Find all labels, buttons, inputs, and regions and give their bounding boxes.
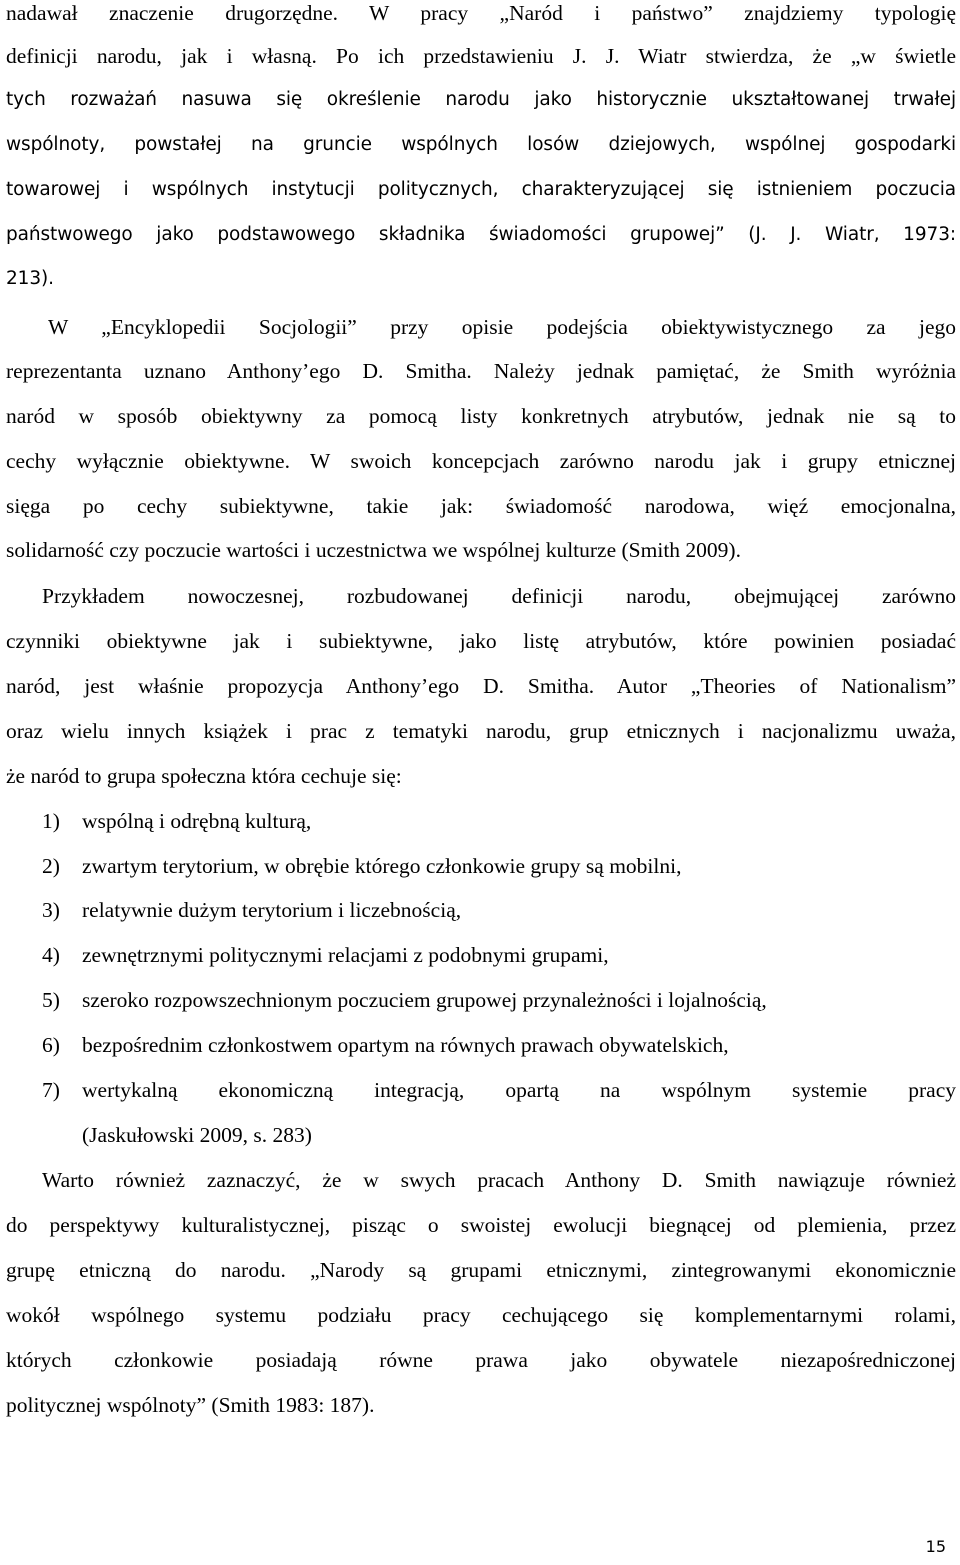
text-line: nadawał znaczenie drugorzędne. W pracy „Naród i państwo” znajdziemy typologię xyxy=(6,1,956,25)
page-number: 15 xyxy=(925,1537,946,1556)
text-line: państwowego jako podstawowego składnika świadomości grupowej” (J. J. Wiatr, 1973: xyxy=(6,224,956,245)
list-citation: (Jaskułowski 2009, s. 283) xyxy=(82,1123,312,1147)
text-line: wspólnoty, powstałej na gruncie wspólnych losów dziejowych, wspólnej gospodarki xyxy=(6,134,956,155)
text-line: sięga po cechy subiektywne, takie jak: świadomość narodowa, więź emocjonalna, xyxy=(6,494,956,518)
list-number: 6) xyxy=(42,1033,60,1057)
text-line: oraz wielu innych książek i prac z tematyki narodu, grup etnicznych i nacjonalizmu uważa, xyxy=(6,719,956,743)
list-number: 1) xyxy=(42,809,60,833)
list-number: 7) xyxy=(42,1078,60,1102)
text-line: że naród to grupa społeczna która cechuje się: xyxy=(6,764,402,788)
list-text: szeroko rozpowszechnionym poczuciem grupowej przynależności i lojalnością, xyxy=(82,988,767,1012)
text-line: W „Encyklopedii Socjologii” przy opisie podejścia obiektywistycznego za jego xyxy=(48,315,956,339)
text-line: Przykładem nowoczesnej, rozbudowanej definicji narodu, obejmującej zarówno xyxy=(42,584,956,608)
text-line: politycznej wspólnoty” (Smith 1983: 187). xyxy=(6,1393,375,1417)
list-number: 5) xyxy=(42,988,60,1012)
text-line: tych rozważań nasuwa się określenie narodu jako historycznie ukształtowanej trwałej xyxy=(6,89,956,110)
text-line: naród, jest właśnie propozycja Anthony’ego D. Smitha. Autor „Theories of Nationalism” xyxy=(6,674,956,698)
text-line: definicji narodu, jak i własną. Po ich przedstawieniu J. J. Wiatr stwierdza, że „w świetle xyxy=(6,44,956,68)
list-number: 4) xyxy=(42,943,60,967)
list-number: 3) xyxy=(42,898,60,922)
text-line: towarowej i wspólnych instytucji politycznych, charakteryzującej się istnieniem poczucia xyxy=(6,179,956,200)
text-line: czynniki obiektywne jak i subiektywne, jako listę atrybutów, które powinien posiadać xyxy=(6,629,956,653)
list-number: 2) xyxy=(42,854,60,878)
text-line: do perspektywy kulturalistycznej, pisząc o swoistej ewolucji biegnącej od plemienia, przez xyxy=(6,1213,956,1237)
list-text: wertykalną ekonomiczną integracją, opartą na wspólnym systemie pracy xyxy=(82,1078,956,1102)
list-text: zwartym terytorium, w obrębie którego członkowie grupy są mobilni, xyxy=(82,854,682,878)
text-line: wokół wspólnego systemu podziału pracy cechującego się komplementarnymi rolami, xyxy=(6,1303,956,1327)
text-line: 213). xyxy=(6,268,54,289)
text-line: reprezentanta uznano Anthony’ego D. Smitha. Należy jednak pamiętać, że Smith wyróżnia xyxy=(6,359,956,383)
list-text: bezpośrednim członkostwem opartym na równych prawach obywatelskich, xyxy=(82,1033,729,1057)
list-text: zewnętrznymi politycznymi relacjami z podobnymi grupami, xyxy=(82,943,609,967)
text-line: cechy wyłącznie obiektywne. W swoich koncepcjach zarówno narodu jak i grupy etnicznej xyxy=(6,449,956,473)
list-text: relatywnie dużym terytorium i liczebnością, xyxy=(82,898,462,922)
text-line: Warto również zaznaczyć, że w swych pracach Anthony D. Smith nawiązuje również xyxy=(42,1168,956,1192)
text-line: naród w sposób obiektywny za pomocą listy konkretnych atrybutów, jednak nie są to xyxy=(6,404,956,428)
list-text: wspólną i odrębną kulturą, xyxy=(82,809,312,833)
text-line: grupę etniczną do narodu. „Narody są grupami etnicznymi, zintegrowanymi ekonomicznie xyxy=(6,1258,956,1282)
text-line: których członkowie posiadają równe prawa jako obywatele niezapośredniczonej xyxy=(6,1348,956,1372)
text-line: solidarność czy poczucie wartości i uczestnictwa we wspólnej kulturze (Smith 2009). xyxy=(6,538,741,562)
